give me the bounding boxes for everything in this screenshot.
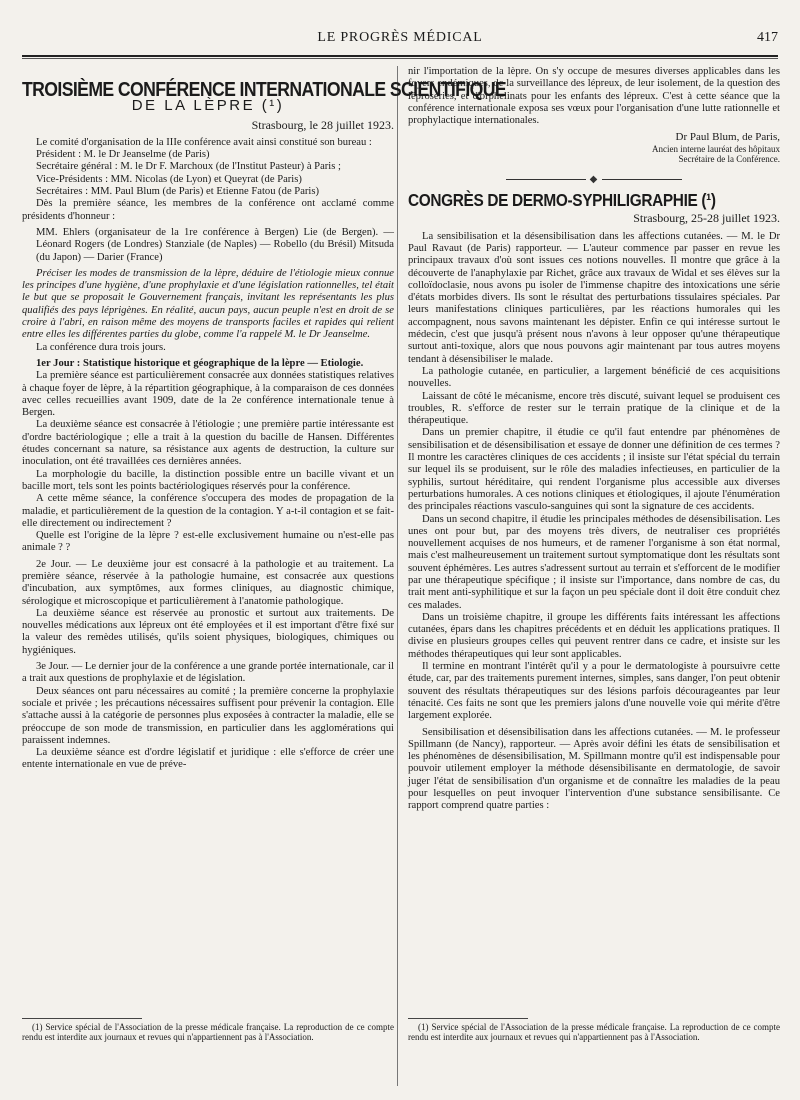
paragraph: La deuxième séance est réservée au pronostic et surtout aux traitements. De nouvelles médications aux lépreux ont été employées et il est important d'être fixé sur la valeur des remèdes utilisés, qu'ils soient physiques, biologiques, chimiques ou hygiéniques.: [22, 607, 394, 656]
paragraph: Dans un premier chapitre, il étudie ce qu'il faut entendre par phénomènes de sensibilisation et de désensibilisation et essaye de donner une définition de ces termes ? Il montre les caractères cliniques de ces accidents ; il insiste sur l'état spécial du terrain sur lequel ils se produisent, sur le rôle des maladies infectieuses, en particulier de la syphilis, surtout héréditaire, qui rendent l'organisme plus accessible aux diverses perturbations humorales. A ces notions cliniques et étiologiques, il ajoute l'énumération des principales réactions vasculo-sanguines qui sont la signature de ces accidents.: [408, 427, 780, 513]
paragraph: 2e Jour. — Le deuxième jour est consacré à la pathologie et au traitement. La première séance, réservée à la pathologie humaine, est consacrée aux questions d'incubation, aux symptômes, aux formes cliniques, au diagnostic chimique, sérologique et microscopique et particulièrement à l'anatomie pathologique.: [22, 558, 394, 607]
footnote: (1) Service spécial de l'Association de la presse médicale française. La reproduction de ce compte rendu est interdite aux journaux et revues qui n'appartiennent pas à l'Association.: [408, 1022, 780, 1043]
paragraph: Dans un troisième chapitre, il groupe les différents faits intéressant les affections cutanées, épars dans les chapitres précédents et en déduit les applications pratiques. Il divise en plusieurs groupes celles qui peuvent rentrer dans ce cadre, et insiste sur les méthodes thérapeutiques qui leur sont applicables.: [408, 611, 780, 660]
paragraph: La pathologie cutanée, en particulier, a largement bénéficié de ces acquisitions nouvelles.: [408, 365, 780, 390]
paragraph: La conférence dura trois jours.: [36, 341, 166, 353]
paragraph: Le comité d'organisation de la IIIe conférence avait ainsi constitué son bureau :: [36, 136, 372, 148]
paragraph: Laissant de côté le mécanisme, encore très discuté, suivant lequel se produisent ces troubles, R. s'efforce de rester sur le terrain pratique de la clinique et de la thérapeutique.: [408, 390, 780, 427]
continuation-paragraph: nir l'importation de la lèpre. On s'y occupe de mesures diverses applicables dans les foyers endémiques, de la surveillance des lépreux, de leur isolement, de la question des léproseries, et d'orphelinats pour les enfants des lépreux. C'est à cette séance que la conférence internationale exposa ses vœux pour l'organisation d'une lutte rationnelle et prophylactique internationales.: [408, 66, 780, 127]
bureau-line: Secrétaire général : M. le Dr F. Marchoux (de l'Institut Pasteur) à Paris ;: [36, 161, 341, 173]
header-rule-thin: [22, 58, 778, 59]
right-footnote-area: [408, 1012, 780, 1043]
bureau-line: Vice-Présidents : MM. Nicolas (de Lyon) et Queyrat (de Paris): [36, 173, 302, 185]
right-column: [408, 66, 780, 813]
signature: Dr Paul Blum, de Paris,: [675, 131, 780, 144]
paragraph: La sensibilisation et la désensibilisation dans les affections cutanées. — M. le Dr Paul Ravaut (de Paris) rapporteur. — L'auteur commence par passer en revue les principaux travaux d'où sont issues ces notions nouvelles. Il montre que grâce à la découverte de l'anaphylaxie par Richet, grâce aux travaux de Widal et ses élèves sur la colloïdoclasie, nous avons pu isoler de l'immense chapitre des intoxications une série d'états morbides divers. Ils sont le résultat des perturbations tissulaires spéciales. Par leurs manifestations cliniques particulières, par les réactions humorales qui les accompagnent, nous savons maintenant les dépister. Enfin ce qui intéresse surtout le médecin, c'est que jusqu'à présent nous n'avons à leur opposer qu'une thérapeutique surtout anti-toxique, alors que nous pouvons agir maintenant par tous autres moyens tendant à désensibiliser le malade.: [408, 230, 780, 365]
paragraph: Il termine en montrant l'intérêt qu'il y a pour le dermatologiste à poursuivre cette étude, car, par des traitements purement internes, simples, sans danger, l'on peut obtenir souvent des résultats thérapeutiques sur des lésions parfois décourageantes par leur ténacité. Ces faits ne sont que les premiers jalons d'une nouvelle voie qui mérite d'être largement explorée.: [408, 661, 780, 722]
paragraph: 3e Jour. — Le dernier jour de la conférence a une grande portée internationale, car il a trait aux questions de prophylaxie et de législation.: [22, 661, 394, 685]
article-dateline: Strasbourg, le 28 juillet 1923.: [251, 117, 394, 132]
article-title: TROISIÈME CONFÉRENCE INTERNATIONALE SCIENTIFIQUE: [22, 78, 507, 101]
bureau-line: Président : M. le Dr Jeanselme (de Paris): [36, 149, 210, 161]
paragraph: La première séance est particulièrement consacrée aux données statistiques relatives à chaque foyer de lèpre, à la répartition géographique, à la comparaison de ces données avec celles recueillies avant 1909, date de la 2e conférence internationale tenue à Bergen.: [22, 370, 394, 419]
paragraph: Deux séances ont paru nécessaires au comité ; la première concerne la prophylaxie sociale et privée ; les précautions nécessaires suffisent pour prévenir la contagion. Elle s'attache aussi à la catégorie de personnes plus exposées à contracter la maladie, elle se préoccupe de son mode de transmission, en particulier dans les agglomérations qui paraissent indemnes.: [22, 685, 394, 746]
journal-title: LE PROGRÈS MÉDICAL: [317, 30, 483, 45]
paragraph: La morphologie du bacille, la distinction possible entre un bacille vivant et un bacille mort, tels sont les points bactériologiques réservés pour la conférence.: [22, 468, 394, 492]
paragraph: Dès la première séance, les membres de la conférence ont acclamé comme présidents d'honneur :: [22, 198, 394, 222]
paragraph: Préciser les modes de transmission de la lèpre, déduire de l'étiologie mieux connue les principes d'une hygiène, d'une prophylaxie et d'une législation rationnelles, tel était le but que se proposait le Gouvernement français, invitant les représentants les plus qualifiés des pays léprigènes. En réalité, aucun pays, aucun peuple n'est en droit de se croire à l'abri, en raison même des moyens de transports faciles et rapides qui relient entre elles les différentes parties du globe, comme l'a rappelé M. le Dr Jeanselme.: [22, 267, 394, 341]
signature-role: Secrétaire de la Conférence.: [678, 153, 780, 164]
left-footnote-area: [22, 1012, 394, 1043]
paragraph: Quelle est l'origine de la lèpre ? est-elle exclusivement humaine ou n'est-elle pas animale ? ?: [22, 530, 394, 554]
paragraph: La deuxième séance est d'ordre législatif et juridique : elle s'efforce de créer une entente internationale en vue de préve-: [22, 747, 394, 771]
page-number: 417: [757, 30, 778, 45]
section-heading: 1er Jour : Statistique historique et géographique de la lèpre — Etiologie.: [36, 357, 364, 369]
footnote: (1) Service spécial de l'Association de la presse médicale française. La reproduction de ce compte rendu est interdite aux journaux et revues qui n'appartiennent pas à l'Association.: [22, 1022, 394, 1043]
section-ornament: ◆: [408, 174, 780, 186]
honorary-presidents: MM. Ehlers (organisateur de la 1re conférence à Bergen) Lie (de Bergen). — Léonard Rogers (de Londres) Stanziale (de Naples) — Robello (du Brésil) Mitsuda (du Japon) — Darier (France): [36, 226, 394, 263]
left-column: [22, 66, 507, 772]
footnote-rule: [22, 1018, 142, 1019]
footnote-rule: [408, 1018, 528, 1019]
paragraph: A cette même séance, la conférence s'occupera des modes de propagation de la maladie, et particulièrement de la question de la contagion. Y a-t-il contagion et se fait-elle directement ou indirectement ?: [22, 493, 394, 529]
article-subtitle: DE LA LÈPRE (¹): [131, 97, 285, 115]
running-header: [22, 30, 778, 48]
column-divider: [397, 66, 398, 1086]
congress-title: CONGRÈS DE DERMO-SYPHILIGRAPHIE (¹): [408, 190, 716, 211]
signature-title: Ancien interne lauréat des hôpitaux: [652, 143, 780, 154]
paragraph: Dans un second chapitre, il étudie les principales méthodes de désensibilisation. Les unes ont pour but, par des moyens très divers, de neutraliser ces propriétés nouvellement acquises de nos humeurs, et de ramener l'organisme à son état normal, mais c'est malheureusement un traitement surtout symptomatique dont les résultats sont souvent éphémères. Les autres s'adressent surtout au terrain et s'efforcent de le modifier par une thérapeutique spécifique ; il insiste sur l'importance, dans nombre de cas, du trait ment anti-syphilitique et sur la façon un peu spéciale dont il doit être conduit chez ces malades.: [408, 513, 780, 611]
congress-dateline: Strasbourg, 25-28 juillet 1923.: [633, 211, 780, 226]
paragraph: Sensibilisation et désensibilisation dans les affections cutanées. — M. le professeur Spillmann (de Nancy), rapporteur. — Après avoir défini les états de sensibilisation et les phénomènes de désensibilisation, M. Spillmann montre qu'il est indispensable pour pouvoir utilement employer la méthode désensibilisante en dermatologie, de savoir juger l'état de sensibilisation d'un organisme et de connaître les maladies de la peau pour lesquelles on peut invoquer l'intervention d'une substance sensibilisante. Ce rapport comprend quatre parties :: [408, 726, 780, 812]
header-rule: [22, 55, 778, 57]
bureau-line: Secrétaires : MM. Paul Blum (de Paris) et Etienne Fatou (de Paris): [36, 186, 320, 198]
paragraph: La deuxième séance est consacrée à l'étiologie ; une première partie intéressante est d'ordre bactériologique ; elle a trait à la question du bacille de Hansen. Différentes études concernant sa nature, sa résistance aux agents de destruction, la culture sur inoculation, ont été travaillées ces dernières années.: [22, 419, 394, 468]
